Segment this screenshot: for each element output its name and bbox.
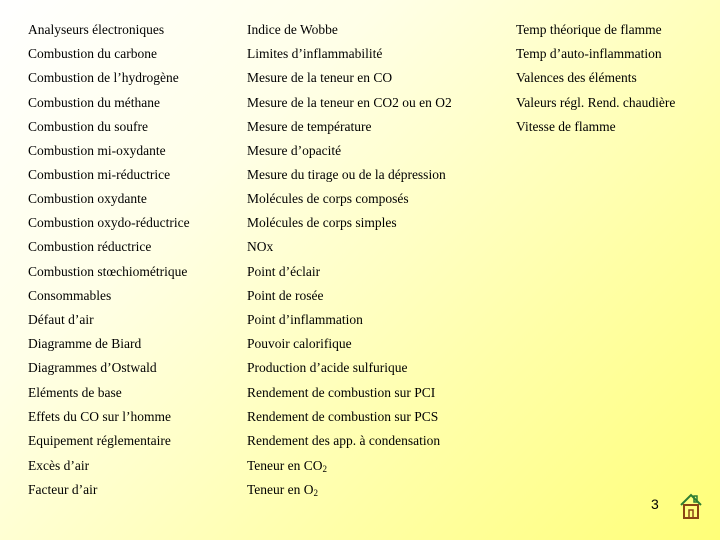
index-link[interactable]: Limites d’inflammabilité xyxy=(247,46,383,61)
index-link[interactable]: Mesure de la teneur en CO2 ou en O2 xyxy=(247,95,452,110)
index-link[interactable]: Combustion de l’hydrogène xyxy=(28,70,179,85)
index-link[interactable]: Combustion mi-oxydante xyxy=(28,143,166,158)
index-link[interactable]: Eléments de base xyxy=(28,385,122,400)
index-link[interactable]: Mesure du tirage ou de la dépression xyxy=(247,167,446,182)
index-link[interactable]: Molécules de corps simples xyxy=(247,215,397,230)
index-link[interactable]: Combustion oxydo-réductrice xyxy=(28,215,190,230)
index-link[interactable]: Facteur d’air xyxy=(28,482,98,497)
index-link[interactable]: Consommables xyxy=(28,288,112,303)
index-link[interactable]: Diagrammes d’Ostwald xyxy=(28,360,157,375)
index-link[interactable]: Combustion stœchiométrique xyxy=(28,264,188,279)
index-link[interactable]: Combustion du carbone xyxy=(28,46,157,61)
index-link[interactable]: Combustion du méthane xyxy=(28,95,160,110)
index-link[interactable]: Teneur en $O_2$ xyxy=(247,482,319,498)
index-link[interactable]: Vitesse de flamme xyxy=(516,119,616,134)
index-link[interactable]: Rendement des app. à condensation xyxy=(247,433,441,448)
index-link[interactable]: Mesure d’opacité xyxy=(247,143,342,158)
index-link[interactable]: Valeurs régl. Rend. chaudière xyxy=(516,95,676,110)
index-link[interactable]: Point de rosée xyxy=(247,288,324,303)
home-button[interactable] xyxy=(678,492,704,522)
index-link[interactable]: Défaut d’air xyxy=(28,312,94,327)
house-icon xyxy=(678,492,704,522)
index-link[interactable]: Excès d’air xyxy=(28,458,90,473)
index-link[interactable]: Combustion oxydante xyxy=(28,191,147,206)
index-link[interactable]: Effets du CO sur l’homme xyxy=(28,409,171,424)
index-link[interactable]: Molécules de corps composés xyxy=(247,191,409,206)
index-link[interactable]: Teneur en $CO_2$ xyxy=(247,458,328,474)
index-link[interactable]: Combustion mi-réductrice xyxy=(28,167,171,182)
index-link[interactable]: Mesure de la teneur en CO xyxy=(247,70,393,85)
index-link[interactable]: Analyseurs électroniques xyxy=(28,22,165,37)
index-link[interactable]: Rendement de combustion sur PCI xyxy=(247,385,436,400)
index-link[interactable]: Valences des éléments xyxy=(516,70,637,85)
index-link[interactable]: Combustion du soufre xyxy=(28,119,148,134)
index-link[interactable]: Temp d’auto-inflammation xyxy=(516,46,662,61)
index-link[interactable]: Point d’éclair xyxy=(247,264,321,279)
index-link[interactable]: Pouvoir calorifique xyxy=(247,336,352,351)
index-link[interactable]: Combustion réductrice xyxy=(28,239,152,254)
index-link[interactable]: Mesure de température xyxy=(247,119,372,134)
index-link[interactable]: Production d’acide sulfurique xyxy=(247,360,408,375)
index-link[interactable]: NOx xyxy=(247,239,274,254)
index-link[interactable]: Diagramme de Biard xyxy=(28,336,142,351)
index-link[interactable]: Indice de Wobbe xyxy=(247,22,338,37)
index-link[interactable]: Point d’inflammation xyxy=(247,312,363,327)
page-number: 3 xyxy=(651,496,659,512)
index-link[interactable]: Equipement réglementaire xyxy=(28,433,171,448)
index-link[interactable]: Temp théorique de flamme xyxy=(516,22,662,37)
index-link[interactable]: Rendement de combustion sur PCS xyxy=(247,409,439,424)
